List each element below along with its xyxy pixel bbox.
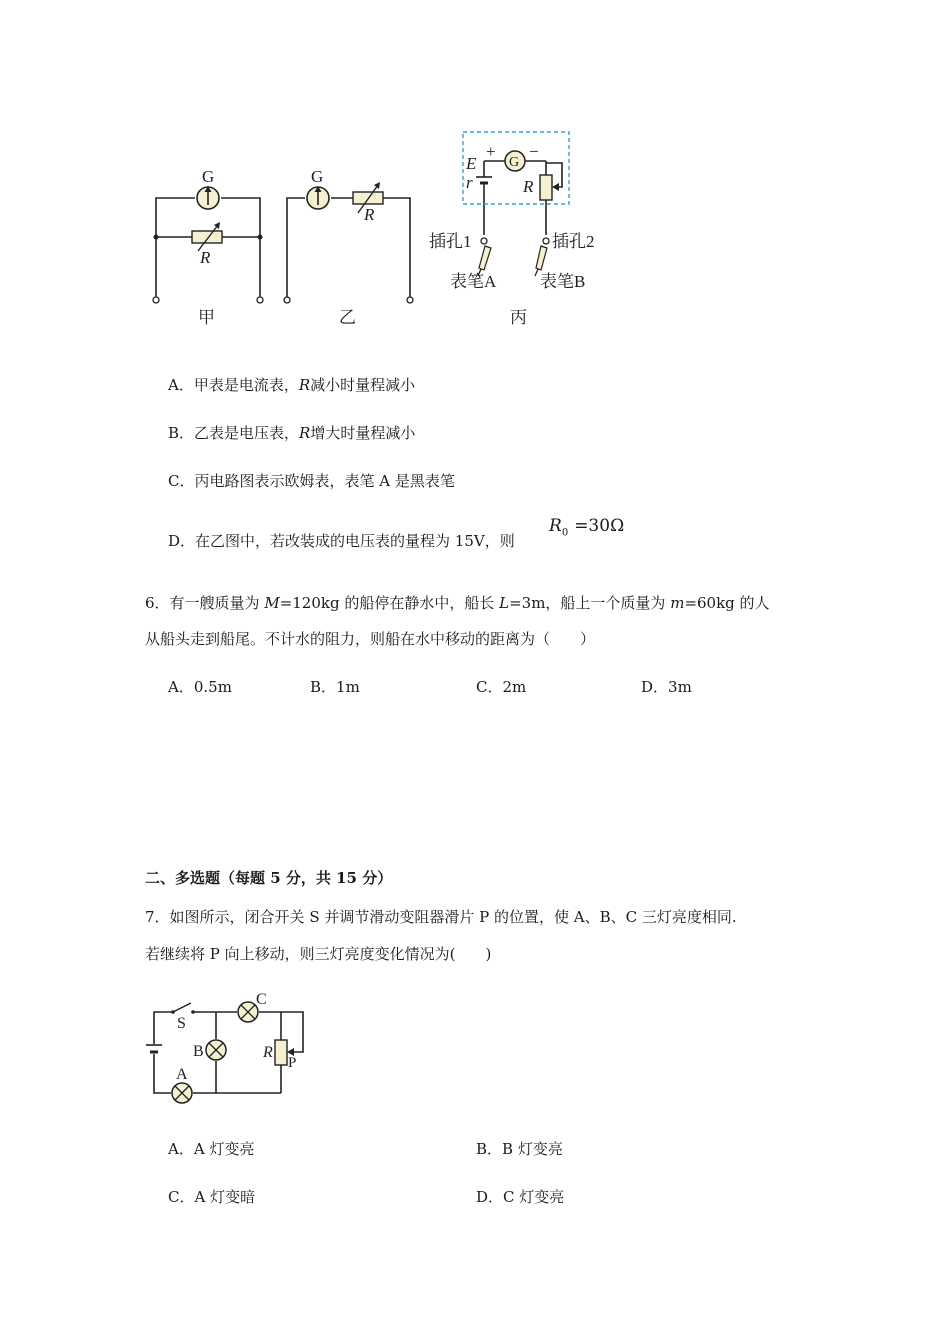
probe-b-label: 表笔B — [540, 272, 586, 291]
q5-option-d[interactable]: D．在乙图中，若改装成的电压表的量程为 15V，则 — [168, 532, 515, 550]
q6-option-d[interactable]: D．3m — [641, 678, 692, 696]
bing-emf-label: E — [466, 154, 477, 173]
jack-2-icon — [535, 238, 549, 276]
jia-resistor-label: R — [200, 248, 211, 267]
lamp-c-icon — [238, 1002, 258, 1022]
q5-option-b[interactable]: B．乙表是电压表，R增大时量程减小 — [168, 424, 416, 442]
section-title: 二、多选题（每题 5 分，共 15 分） — [145, 869, 393, 887]
q6-option-b[interactable]: B．1m — [310, 678, 360, 696]
q7-option-c[interactable]: C．A 灯变暗 — [168, 1188, 256, 1206]
figure-lamp-circuit — [140, 988, 340, 1113]
q7-option-b[interactable]: B．B 灯变亮 — [476, 1140, 563, 1158]
lamp-a-icon — [172, 1083, 192, 1103]
r0-formula: $R_0 =30\Omega$ — [549, 516, 625, 539]
yi-caption: 乙 — [339, 308, 356, 327]
lamp-b-icon — [206, 1040, 226, 1060]
jia-caption: 甲 — [198, 308, 215, 327]
bing-meter-label: G — [509, 155, 520, 170]
jack-2-label: 插孔2 — [552, 232, 595, 251]
galvanometer-icon — [307, 186, 329, 209]
q7-option-d[interactable]: D．C 灯变亮 — [476, 1188, 565, 1206]
q5-option-a[interactable]: A．甲表是电流表，R减小时量程减小 — [168, 376, 416, 394]
figure-meter-circuits — [140, 125, 620, 340]
lamp-c-label: C — [256, 991, 267, 1008]
q7-stem-line2: 若继续将 P 向上移动，则三灯亮度变化情况为( ) — [145, 945, 492, 963]
resistor-icon — [540, 175, 559, 200]
probe-a-label: 表笔A — [450, 272, 497, 291]
lamp-b-label: B — [193, 1043, 204, 1060]
q7-stem-line1: 7．如图所示，闭合开关 S 并调节滑动变阻器滑片 P 的位置，使 A、B、C 三灯亮度相同. — [145, 908, 737, 926]
slider-label: P — [288, 1055, 297, 1071]
battery-icon — [146, 1045, 162, 1052]
q6-option-c[interactable]: C．2m — [476, 678, 527, 696]
jack-1-label: 插孔1 — [429, 232, 472, 251]
bing-internal-r-label: r — [466, 173, 473, 192]
yi-resistor-label: R — [364, 205, 375, 224]
q6-option-a[interactable]: A．0.5m — [168, 678, 232, 696]
yi-terminals — [284, 297, 413, 303]
q6-stem-line1: 6．有一艘质量为 M=120kg 的船停在静水中，船长 L=3m，船上一个质量为 m=60kg 的人 — [145, 594, 770, 612]
battery-icon — [476, 177, 492, 183]
jia-terminals — [153, 235, 263, 304]
q7-option-a[interactable]: A．A 灯变亮 — [168, 1140, 255, 1158]
jia-meter-label: G — [202, 167, 215, 186]
galvanometer-icon — [197, 186, 219, 209]
bing-plus: + — [486, 142, 496, 161]
q6-stem-line2: 从船头走到船尾。不计水的阻力，则船在水中移动的距离为（ ） — [145, 630, 596, 648]
jack-1-icon — [478, 238, 491, 276]
switch-icon — [171, 1003, 195, 1014]
rheostat-icon — [192, 222, 222, 251]
q5-option-c[interactable]: C．丙电路图表示欧姆表，表笔 A 是黑表笔 — [168, 472, 455, 490]
yi-meter-label: G — [311, 167, 324, 186]
switch-label: S — [177, 1015, 186, 1032]
bing-resistor-label: R — [523, 177, 534, 196]
lamp-a-label: A — [176, 1066, 188, 1083]
bing-caption: 丙 — [510, 308, 527, 327]
rheostat-label: R — [263, 1044, 273, 1061]
bing-minus: − — [529, 142, 539, 161]
